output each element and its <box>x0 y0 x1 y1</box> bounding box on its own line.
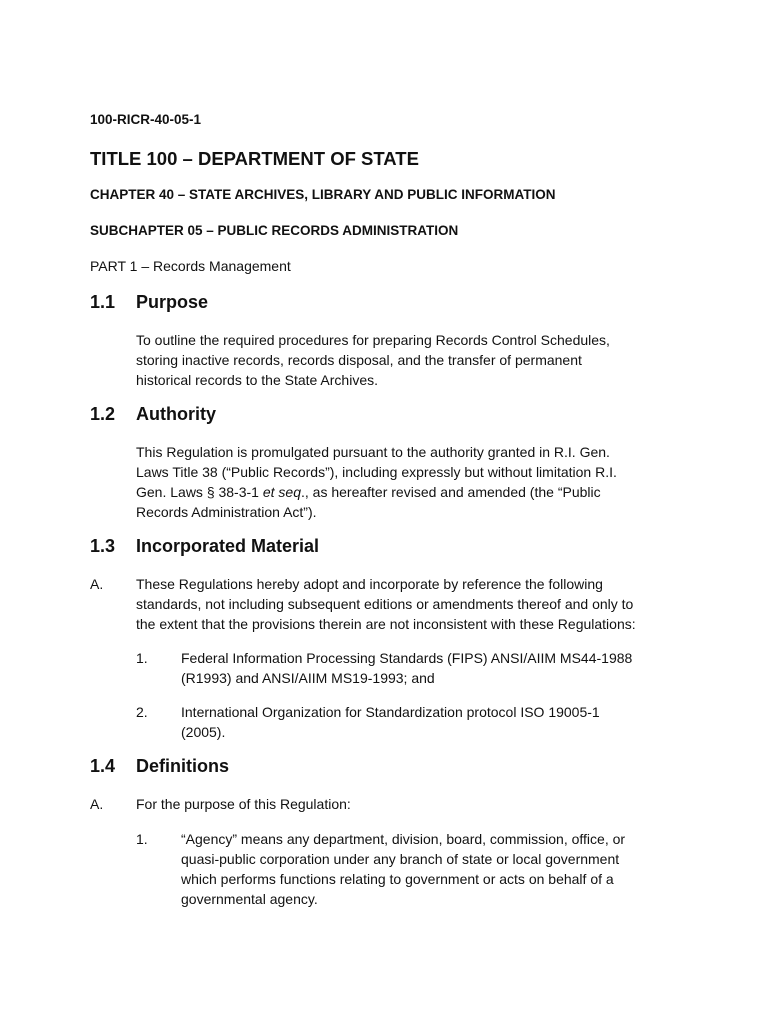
authority-line: This Regulation is promulgated pursuant to the authority granted in R.I. Gen. <box>136 444 610 460</box>
agency-line: “Agency” means any department, division, board, commission, office, or <box>181 831 626 847</box>
item-letter-a: A. <box>90 796 104 812</box>
section-title-purpose: Purpose <box>136 292 209 312</box>
purpose-line: historical records to the State Archives. <box>136 372 378 388</box>
agency-line: which performs functions relating to government or acts on behalf of a <box>181 871 614 887</box>
section-number-1-3: 1.3 <box>90 536 116 556</box>
purpose-line: storing inactive records, records disposal, and the transfer of permanent <box>136 352 582 368</box>
iso-line: International Organization for Standardization protocol ISO 19005-1 <box>181 704 600 720</box>
agency-definition <box>181 829 681 909</box>
section-title-incorporated-material: Incorporated Material <box>136 536 320 556</box>
authority-line <box>136 482 696 502</box>
agency-line: quasi-public corporation under any branch of state or local government <box>181 851 620 867</box>
definitions-intro: For the purpose of this Regulation: <box>136 796 351 812</box>
iso-standard-item <box>181 702 681 742</box>
chapter-heading: CHAPTER 40 – STATE ARCHIVES, LIBRARY AND PUBLIC INFORMATION <box>90 187 556 202</box>
authority-line-end: ., as hereafter revised and amended (the “Public <box>301 484 601 500</box>
purpose-line: To outline the required procedures for preparing Records Control Schedules, <box>136 332 610 348</box>
title-heading: TITLE 100 – DEPARTMENT OF STATE <box>90 148 419 169</box>
incorporated-paragraph <box>136 574 706 634</box>
iso-line: (2005). <box>181 724 226 740</box>
section-number-1-1: 1.1 <box>90 292 116 312</box>
authority-line-start: Gen. Laws § 38-3-1 <box>136 484 263 500</box>
incorporated-line: standards, not including subsequent editions or amendments thereof and only to <box>136 596 634 612</box>
fips-standard-item <box>181 648 681 688</box>
fips-line: Federal Information Processing Standards (FIPS) ANSI/AIIM MS44-1988 <box>181 650 633 666</box>
section-title-authority: Authority <box>136 404 216 424</box>
item-number-2: 2. <box>136 704 148 720</box>
authority-line: Records Administration Act”). <box>136 504 317 520</box>
purpose-paragraph <box>136 330 696 390</box>
authority-line: Laws Title 38 (“Public Records”), including expressly but without limitation R.I. <box>136 464 617 480</box>
fips-line: (R1993) and ANSI/AIIM MS19-1993; and <box>181 670 435 686</box>
item-number-1: 1. <box>136 650 148 666</box>
subchapter-heading: SUBCHAPTER 05 – PUBLIC RECORDS ADMINISTRATION <box>90 223 459 238</box>
section-title-definitions: Definitions <box>136 756 229 776</box>
section-number-1-2: 1.2 <box>90 404 116 424</box>
authority-paragraph <box>136 442 696 522</box>
incorporated-line: These Regulations hereby adopt and incorporate by reference the following <box>136 576 603 592</box>
agency-line: governmental agency. <box>181 891 318 907</box>
incorporated-line: the extent that the provisions therein are not inconsistent with these Regulations: <box>136 616 636 632</box>
authority-et-seq: et seq <box>262 484 301 500</box>
document-id: 100-RICR-40-05-1 <box>90 112 202 127</box>
item-number-1: 1. <box>136 831 148 847</box>
part-heading: PART 1 – Records Management <box>90 258 291 274</box>
section-number-1-4: 1.4 <box>90 756 116 776</box>
item-letter-a: A. <box>90 576 104 592</box>
